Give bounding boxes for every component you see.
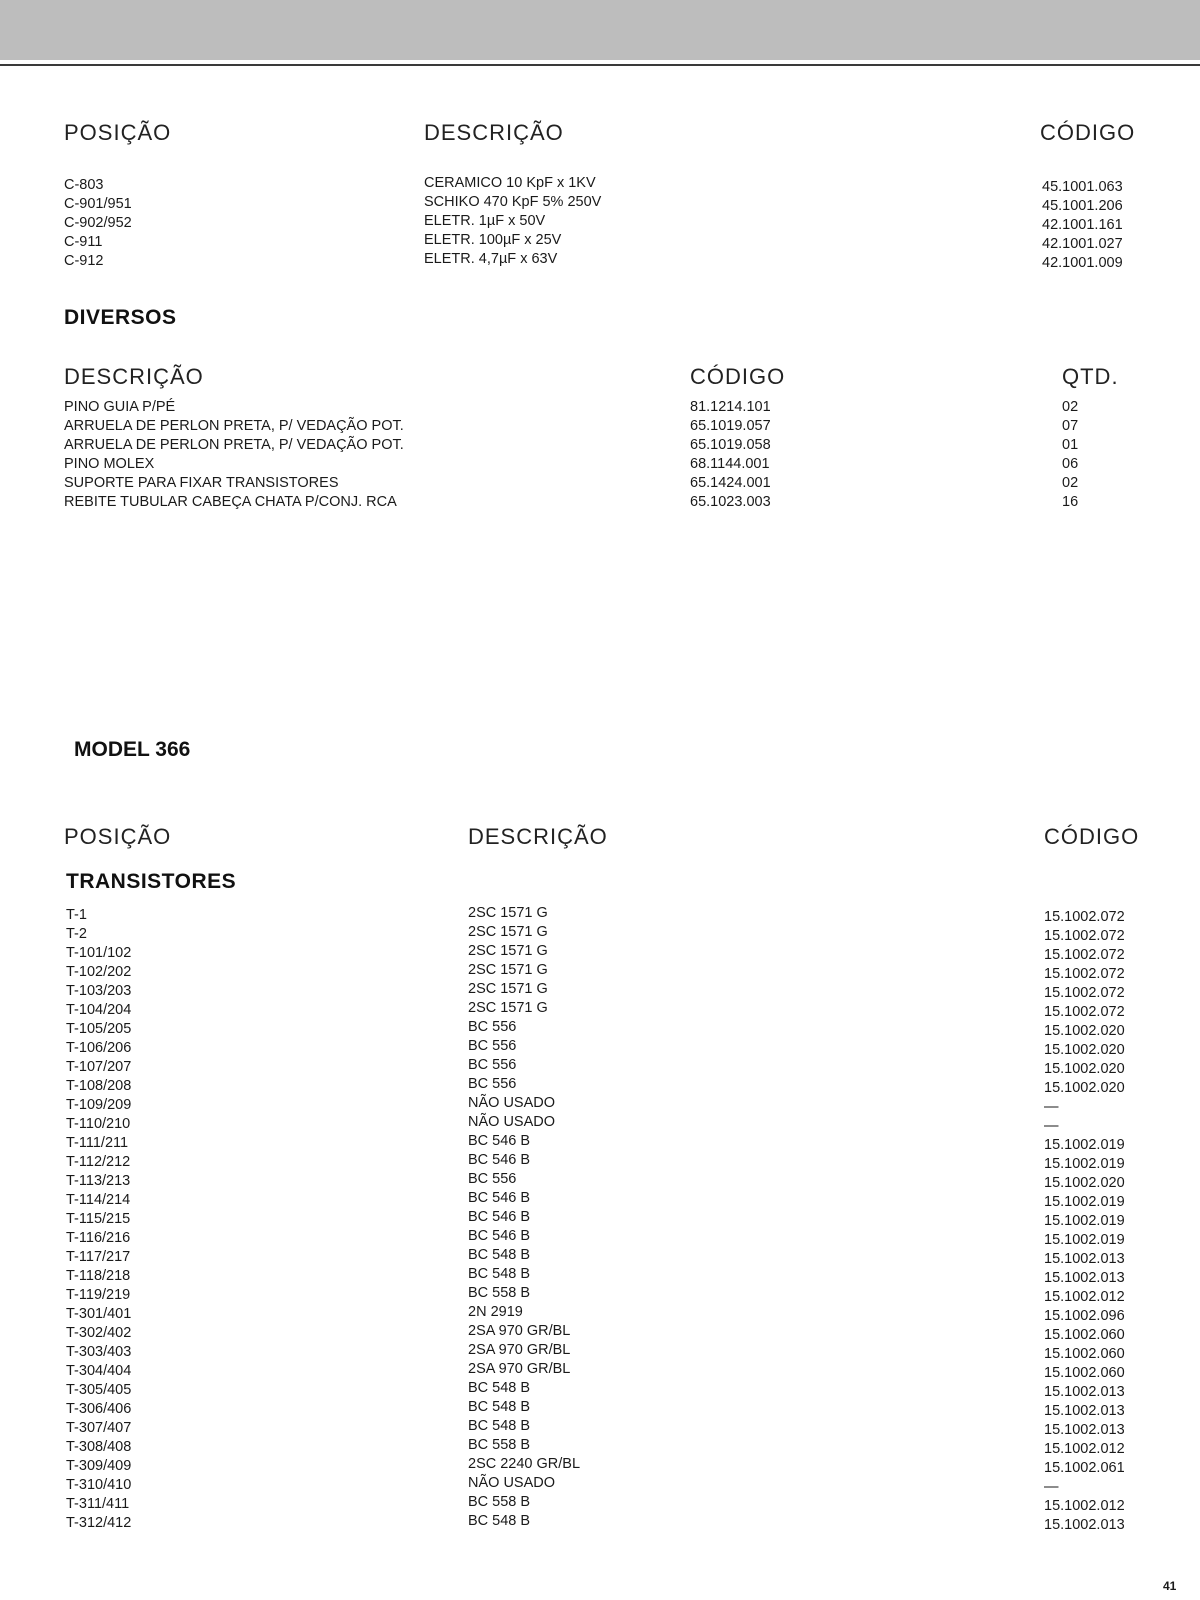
- transistor-code-cell: 15.1002.020: [1044, 1042, 1125, 1058]
- transistors-position-header: POSIÇÃO: [64, 824, 172, 849]
- diversos-description-cell: PINO MOLEX: [64, 456, 155, 472]
- transistor-code-cell: 15.1002.072: [1044, 909, 1125, 925]
- transistor-position-cell: T-309/409: [66, 1458, 132, 1474]
- diversos-qty-cell: 07: [1062, 418, 1079, 434]
- diversos-qty-cell: 02: [1062, 399, 1079, 415]
- capacitor-description-cell: SCHIKO 470 KpF 5% 250V: [424, 194, 602, 210]
- transistor-description-cell: NÃO USADO: [468, 1114, 556, 1130]
- transistor-position-cell: T-308/408: [66, 1439, 132, 1455]
- capacitor-position-cell: C-911: [64, 234, 103, 250]
- transistor-description-cell: BC 548 B: [468, 1266, 531, 1282]
- transistor-position-cell: T-307/407: [66, 1420, 132, 1436]
- page-number: 41: [1163, 1579, 1177, 1593]
- diversos-code-header: CÓDIGO: [690, 364, 786, 389]
- capacitor-position-cell: C-912: [64, 253, 104, 269]
- capacitors-position-header: POSIÇÃO: [64, 120, 172, 145]
- transistor-code-cell: 15.1002.096: [1044, 1308, 1125, 1324]
- transistor-description-cell: BC 548 B: [468, 1380, 531, 1396]
- transistor-position-cell: T-311/411: [66, 1496, 130, 1512]
- diversos-code-cell: 65.1424.001: [690, 475, 771, 491]
- transistor-code-cell: 15.1002.061: [1044, 1460, 1125, 1476]
- transistor-code-cell: 15.1002.060: [1044, 1327, 1125, 1343]
- transistor-position-cell: T-117/217: [66, 1249, 131, 1265]
- transistor-code-cell: 15.1002.060: [1044, 1346, 1125, 1362]
- transistor-position-cell: T-106/206: [66, 1040, 132, 1056]
- diversos-description-header: DESCRIÇÃO: [64, 364, 204, 389]
- diversos-code-cell: 65.1023.003: [690, 494, 771, 510]
- diversos-qty-header: QTD.: [1062, 364, 1119, 389]
- transistor-position-cell: T-1: [66, 907, 87, 923]
- diversos-qty-column: [1062, 398, 1078, 512]
- transistor-code-cell: 15.1002.020: [1044, 1023, 1125, 1039]
- transistor-description-cell: BC 556: [468, 1038, 517, 1054]
- capacitors-code-column: [1042, 178, 1123, 273]
- transistor-code-cell: 15.1002.012: [1044, 1441, 1125, 1457]
- transistor-position-cell: T-304/404: [66, 1363, 132, 1379]
- transistor-description-cell: 2SC 1571 G: [468, 924, 548, 940]
- transistor-position-cell: T-103/203: [66, 983, 132, 999]
- diversos-description-cell: SUPORTE PARA FIXAR TRANSISTORES: [64, 475, 339, 491]
- transistor-position-cell: T-113/213: [66, 1173, 131, 1189]
- transistor-position-cell: T-110/210: [66, 1116, 131, 1132]
- diversos-title: DIVERSOS: [64, 306, 177, 329]
- diversos-description-cell: ARRUELA DE PERLON PRETA, P/ VEDAÇÃO POT.: [64, 418, 404, 434]
- capacitor-position-cell: C-902/952: [64, 215, 132, 231]
- transistor-position-cell: T-111/211: [66, 1135, 129, 1151]
- capacitors-description-header: DESCRIÇÃO: [424, 120, 564, 145]
- transistors-code-header: CÓDIGO: [1044, 824, 1140, 849]
- transistors-description-column: [468, 904, 580, 1531]
- transistor-description-cell: BC 548 B: [468, 1418, 531, 1434]
- diversos-description-cell: ARRUELA DE PERLON PRETA, P/ VEDAÇÃO POT.: [64, 437, 404, 453]
- transistor-code-cell: —: [1044, 1479, 1059, 1495]
- header-rule: [0, 64, 1200, 66]
- transistor-description-cell: 2N 2919: [468, 1304, 523, 1320]
- transistor-description-cell: 2SC 1571 G: [468, 943, 548, 959]
- transistor-code-cell: 15.1002.019: [1044, 1194, 1125, 1210]
- transistor-position-cell: T-312/412: [66, 1515, 132, 1531]
- capacitors-position-column: [64, 176, 132, 271]
- transistor-description-cell: BC 546 B: [468, 1190, 531, 1206]
- capacitor-code-cell: 45.1001.206: [1042, 198, 1123, 214]
- capacitors-description-column: [424, 174, 601, 269]
- transistor-description-cell: 2SC 1571 G: [468, 981, 548, 997]
- diversos-qty-cell: 06: [1062, 456, 1079, 472]
- transistor-description-cell: BC 556: [468, 1171, 517, 1187]
- transistor-description-cell: BC 548 B: [468, 1513, 531, 1529]
- transistor-description-cell: 2SA 970 GR/BL: [468, 1342, 571, 1358]
- transistor-code-cell: 15.1002.012: [1044, 1289, 1125, 1305]
- top-band: [0, 0, 1200, 60]
- transistor-code-cell: 15.1002.019: [1044, 1156, 1125, 1172]
- transistor-position-cell: T-118/218: [66, 1268, 131, 1284]
- transistor-position-cell: T-305/405: [66, 1382, 132, 1398]
- capacitor-description-cell: ELETR. 100µF x 25V: [424, 232, 562, 248]
- transistor-description-cell: BC 548 B: [468, 1247, 531, 1263]
- diversos-code-column: [690, 398, 771, 512]
- diversos-description-cell: PINO GUIA P/PÉ: [64, 399, 176, 415]
- transistor-code-cell: 15.1002.013: [1044, 1422, 1125, 1438]
- capacitor-code-cell: 42.1001.027: [1042, 236, 1123, 252]
- transistor-code-cell: 15.1002.012: [1044, 1498, 1125, 1514]
- transistor-code-cell: 15.1002.020: [1044, 1061, 1125, 1077]
- transistor-position-cell: T-108/208: [66, 1078, 132, 1094]
- transistor-description-cell: 2SA 970 GR/BL: [468, 1361, 571, 1377]
- transistor-description-cell: 2SC 1571 G: [468, 905, 548, 921]
- transistor-code-cell: 15.1002.072: [1044, 928, 1125, 944]
- transistor-description-cell: NÃO USADO: [468, 1475, 556, 1491]
- transistor-position-cell: T-102/202: [66, 964, 132, 980]
- transistor-position-cell: T-303/403: [66, 1344, 132, 1360]
- transistor-code-cell: 15.1002.020: [1044, 1175, 1125, 1191]
- transistor-code-cell: 15.1002.072: [1044, 1004, 1125, 1020]
- transistor-code-cell: —: [1044, 1099, 1059, 1115]
- transistor-code-cell: 15.1002.020: [1044, 1080, 1125, 1096]
- capacitor-code-cell: 42.1001.161: [1042, 217, 1123, 233]
- transistor-description-cell: BC 558 B: [468, 1437, 531, 1453]
- diversos-code-cell: 81.1214.101: [690, 399, 771, 415]
- transistor-code-cell: 15.1002.019: [1044, 1137, 1125, 1153]
- transistor-position-cell: T-2: [66, 926, 87, 942]
- transistor-code-cell: 15.1002.072: [1044, 966, 1125, 982]
- transistor-position-cell: T-310/410: [66, 1477, 132, 1493]
- diversos-code-cell: 65.1019.057: [690, 418, 771, 434]
- transistor-position-cell: T-107/207: [66, 1059, 132, 1075]
- capacitor-position-cell: C-803: [64, 177, 104, 193]
- transistor-position-cell: T-115/215: [66, 1211, 131, 1227]
- transistors-position-column: [66, 906, 131, 1533]
- capacitors-code-header: CÓDIGO: [1040, 120, 1136, 145]
- transistors-description-header: DESCRIÇÃO: [468, 824, 608, 849]
- transistor-position-cell: T-101/102: [66, 945, 132, 961]
- transistor-code-cell: 15.1002.019: [1044, 1232, 1125, 1248]
- transistor-code-cell: 15.1002.013: [1044, 1251, 1125, 1267]
- transistor-description-cell: NÃO USADO: [468, 1095, 556, 1111]
- transistor-description-cell: BC 558 B: [468, 1285, 531, 1301]
- transistors-title: TRANSISTORES: [66, 870, 237, 893]
- transistor-code-cell: 15.1002.072: [1044, 947, 1125, 963]
- transistor-description-cell: 2SC 1571 G: [468, 962, 548, 978]
- transistor-description-cell: BC 556: [468, 1019, 517, 1035]
- capacitor-description-cell: CERAMICO 10 KpF x 1KV: [424, 175, 596, 191]
- diversos-code-cell: 68.1144.001: [690, 456, 770, 472]
- capacitor-code-cell: 42.1001.009: [1042, 255, 1123, 271]
- transistor-position-cell: T-104/204: [66, 1002, 132, 1018]
- transistor-position-cell: T-119/219: [66, 1287, 131, 1303]
- diversos-qty-cell: 16: [1062, 494, 1079, 510]
- transistor-description-cell: BC 558 B: [468, 1494, 531, 1510]
- transistor-position-cell: T-112/212: [66, 1154, 131, 1170]
- transistor-description-cell: BC 546 B: [468, 1152, 531, 1168]
- capacitor-description-cell: ELETR. 4,7µF x 63V: [424, 251, 558, 267]
- transistor-description-cell: 2SC 2240 GR/BL: [468, 1456, 581, 1472]
- diversos-description-column: [64, 398, 404, 512]
- transistor-code-cell: 15.1002.072: [1044, 985, 1125, 1001]
- transistor-description-cell: BC 548 B: [468, 1399, 531, 1415]
- diversos-code-cell: 65.1019.058: [690, 437, 771, 453]
- transistor-code-cell: 15.1002.060: [1044, 1365, 1125, 1381]
- capacitor-code-cell: 45.1001.063: [1042, 179, 1123, 195]
- transistor-description-cell: BC 546 B: [468, 1209, 531, 1225]
- transistor-code-cell: 15.1002.019: [1044, 1213, 1125, 1229]
- diversos-qty-cell: 02: [1062, 475, 1079, 491]
- transistor-position-cell: T-301/401: [66, 1306, 132, 1322]
- transistors-code-column: [1044, 908, 1125, 1535]
- transistor-position-cell: T-109/209: [66, 1097, 132, 1113]
- transistor-code-cell: 15.1002.013: [1044, 1384, 1125, 1400]
- transistor-code-cell: 15.1002.013: [1044, 1403, 1125, 1419]
- model-title: MODEL 366: [74, 738, 191, 761]
- capacitor-position-cell: C-901/951: [64, 196, 132, 212]
- capacitor-description-cell: ELETR. 1µF x 50V: [424, 213, 546, 229]
- transistor-code-cell: 15.1002.013: [1044, 1517, 1125, 1533]
- transistor-position-cell: T-114/214: [66, 1192, 131, 1208]
- transistor-description-cell: BC 546 B: [468, 1228, 531, 1244]
- transistor-position-cell: T-116/216: [66, 1230, 131, 1246]
- transistor-description-cell: BC 556: [468, 1057, 517, 1073]
- diversos-description-cell: REBITE TUBULAR CABEÇA CHATA P/CONJ. RCA: [64, 494, 397, 510]
- transistor-code-cell: 15.1002.013: [1044, 1270, 1125, 1286]
- transistor-position-cell: T-105/205: [66, 1021, 132, 1037]
- transistor-description-cell: BC 556: [468, 1076, 517, 1092]
- diversos-qty-cell: 01: [1062, 437, 1079, 453]
- transistor-description-cell: BC 546 B: [468, 1133, 531, 1149]
- transistor-description-cell: 2SA 970 GR/BL: [468, 1323, 571, 1339]
- transistor-description-cell: 2SC 1571 G: [468, 1000, 548, 1016]
- transistor-position-cell: T-306/406: [66, 1401, 132, 1417]
- transistor-code-cell: —: [1044, 1118, 1059, 1134]
- transistor-position-cell: T-302/402: [66, 1325, 132, 1341]
